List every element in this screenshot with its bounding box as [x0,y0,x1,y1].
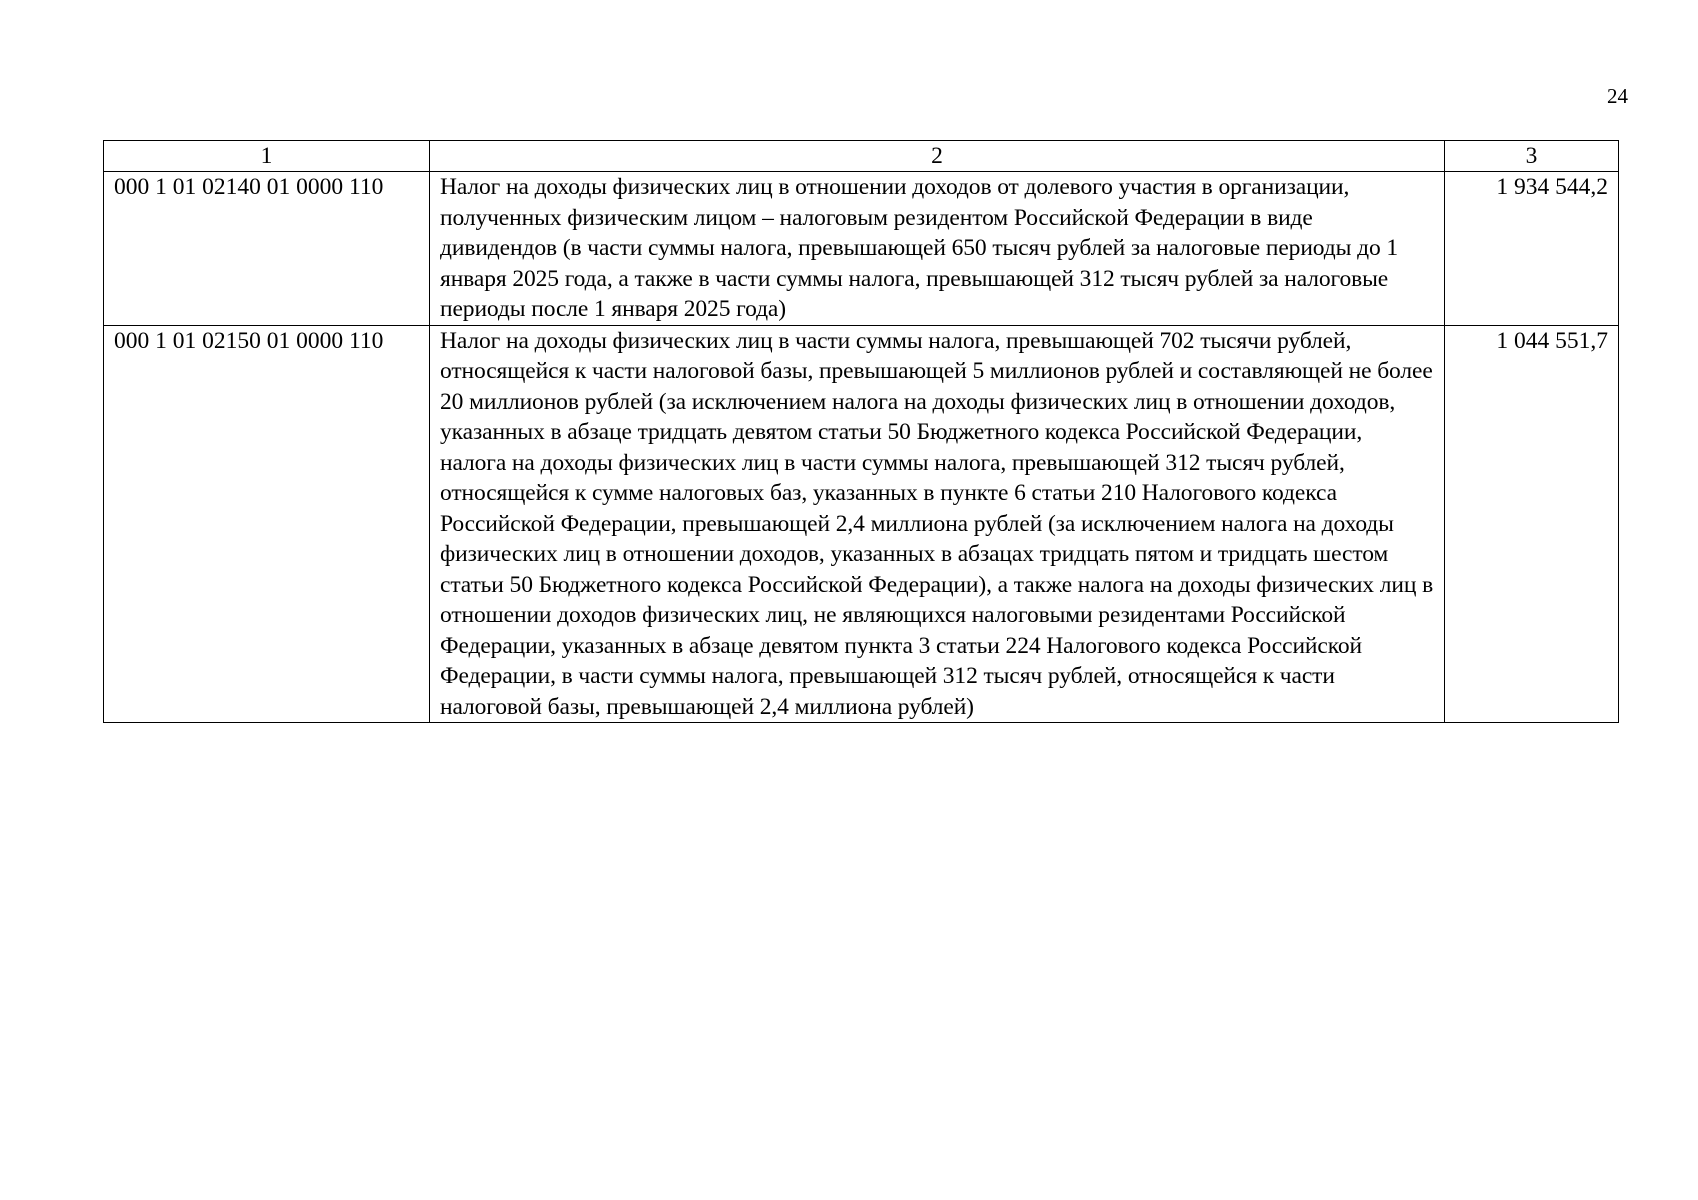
page-number: 24 [1607,84,1628,108]
amount-cell: 1 044 551,7 [1445,325,1619,723]
column-header-1: 1 [104,141,430,172]
description-cell: Налог на доходы физических лиц в части суммы налога, превышающей 702 тысячи рублей, относящейся к части налоговой базы, превышающей 5 миллионов рублей и составляющей не более 20 миллионов рублей (за исключением налога на доходы физических лиц в отношении доходов, указанных в абзаце тридцать девятом статьи 50 Бюджетного кодекса Российской Федерации, налога на доходы физических лиц в части суммы налога, превышающей 312 тысяч рублей, относящейся к сумме налоговых баз, указанных в пункте 6 статьи 210 Налогового кодекса Российской Федерации, превышающей 2,4 миллиона рублей (за исключением налога на доходы физических лиц в отношении доходов, указанных в абзацах тридцать пятом и тридцать шестом статьи 50 Бюджетного кодекса Российской Федерации), а также налога на доходы физических лиц в отношении доходов физических лиц, не являющихся налоговыми резидентами Российской Федерации, указанных в абзаце девятом пункта 3 статьи 224 Налогового кодекса Российской Федерации, в части суммы налога, превышающей 312 тысяч рублей, относящейся к части налоговой базы, превышающей 2,4 миллиона рублей) [430,325,1445,723]
column-header-3: 3 [1445,141,1619,172]
column-header-2: 2 [430,141,1445,172]
revenue-table [103,140,1619,723]
table-row [104,325,1619,723]
budget-code-cell: 000 1 01 02140 01 0000 110 [104,172,430,326]
amount-cell: 1 934 544,2 [1445,172,1619,326]
table-row [104,172,1619,326]
header-row [104,141,1619,172]
table-body [104,172,1619,723]
table-header [104,141,1619,172]
description-cell: Налог на доходы физических лиц в отношении доходов от долевого участия в организации, полученных физическим лицом – налоговым резидентом Российской Федерации в виде дивидендов (в части суммы налога, превышающей 650 тысяч рублей за налоговые периоды до 1 января 2025 года, а также в части суммы налога, превышающей 312 тысяч рублей за налоговые периоды после 1 января 2025 года) [430,172,1445,326]
budget-code-cell: 000 1 01 02150 01 0000 110 [104,325,430,723]
